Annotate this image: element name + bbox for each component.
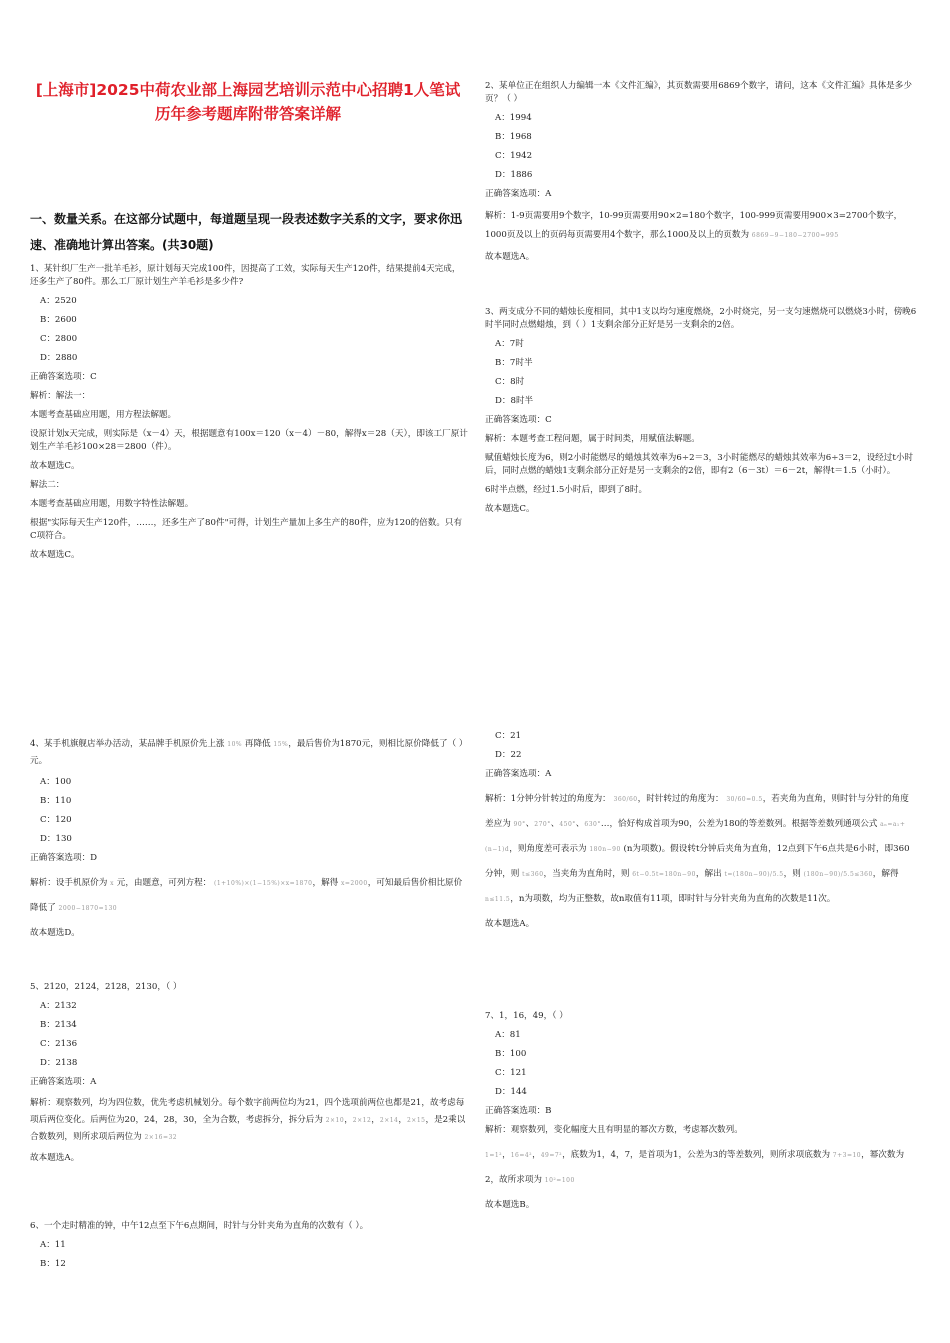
question-stem: 3、两支成分不同的蜡烛长度相同，其中1支以均匀速度燃烧，2小时烧完，另一支匀速燃烧可以燃烧3小时，傍晚6时半同时点燃蜡烛，到（ ）1支剩余部分正好是另一支剩余的2倍。 [485,307,917,330]
formula: 15% [273,741,289,748]
explanation-line: 本题考查基础应用题，用数字特性法解题。 [30,499,194,509]
option-b: B：2134 [40,1020,77,1030]
formula: 10% [227,741,243,748]
answer: 正确答案选项：D [30,853,98,863]
question-6-continued [485,730,917,931]
answer: 正确答案选项：A [30,1077,97,1087]
formula: x [110,880,114,887]
option-b: B：110 [40,796,72,806]
option-c: C：21 [495,731,522,741]
answer: 正确答案选项：C [485,415,552,425]
explanation-line: 故本题选B。 [485,1200,535,1210]
answer: 正确答案选项：A [485,769,552,779]
explanation-line: 解析：本题考查工程问题，属于时间类，用赋值法解题。 [485,434,700,444]
option-d: D：2138 [40,1058,78,1068]
option-d: D：130 [40,834,72,844]
formula: 2×12 [352,1117,372,1124]
explanation-line: 解法二： [30,480,65,490]
option-c: C：2800 [40,334,78,344]
explanation-line: 1=1²，16=4²，49=7²，底数为1，4，7，是首项为1，公差为3的等差数列，则所求项底数为 7+3=10，幂次数为2，故所求项为 10²=100 [485,1150,905,1185]
option-a: A：7时 [495,339,524,349]
formula: 450° [559,821,576,828]
explanation-line: 解析：观察数列，变化幅度大且有明显的幂次方数，考虑幂次数列。 [485,1125,743,1135]
explanation-line: 赋值蜡烛长度为6，则2小时能燃尽的蜡烛其效率为6÷2＝3，3小时能燃尽的蜡烛其效率为6÷3＝2，设经过t小时后，同时点燃的蜡烛1支剩余部分正好是另一支剩余的2倍，即有2（6－3t）＝6－2t，解得t＝1.5（小时）。 [485,453,914,476]
explanation-line: 故本题选A。 [485,919,535,929]
explanation-line: 故本题选C。 [30,461,80,471]
document-title: [上海市]2025中荷农业部上海园艺培训示范中心招聘1人笔试历年参考题库附带答案详解 [35,81,461,123]
option-a: A：100 [40,777,72,787]
formula: 30/60=0.5 [726,796,763,803]
question-1 [30,263,468,562]
formula: 10²=100 [544,1177,575,1184]
explanation-line: 故本题选C。 [30,550,80,560]
explanation-line: 解析：观察数列，均为四位数，优先考虑机械划分。每个数字前两位均为21，四个选项前两位也都是21，故考虑每项后两位变化。后两位为20，24，28，30，全为合数，考虑拆分，拆分后为 2×10，2×12，2×14，2×15，是2乘以合数数列，则所求项后两位为 2×16=32 [30,1098,466,1142]
formula: t≤360 [522,871,544,878]
formula: 360/60 [613,796,638,803]
formula: 6869−9−180−2700=995 [751,232,839,239]
option-c: C：120 [40,815,72,825]
option-d: D：8时半 [495,396,534,406]
question-stem: 7、1，16，49，（ ） [485,1011,568,1021]
option-a: A：81 [495,1030,521,1040]
formula: 2×14 [379,1117,399,1124]
explanation-line: 故本题选C。 [485,504,535,514]
option-b: B：7时半 [495,358,533,368]
option-b: B：2600 [40,315,77,325]
question-stem: 1、某针织厂生产一批羊毛衫，原计划每天完成100件，因提高了工效，实际每天生产120件，结果提前4天完成，还多生产了80件。那么工厂原计划生产羊毛衫是多少件? [30,264,461,287]
question-7 [485,1010,917,1212]
formula: 1=1² [485,1152,503,1159]
answer: 正确答案选项：B [485,1106,552,1116]
option-b: B：12 [40,1259,66,1269]
explanation-line: 解析：设手机原价为 x 元，由题意，可列方程： (1+10%)×(1−15%)×x=1870，解得 x=2000，可知最后售价相比原价降低了 2000−1870=130 [30,878,463,913]
option-a: A：2132 [40,1001,77,1011]
formula: 2000−1870=130 [58,905,118,912]
explanation-line: 故本题选D。 [30,928,80,938]
formula: 6t−0.5t=180n−90 [632,871,696,878]
question-stem: 4、某手机旗舰店举办活动，某品牌手机原价先上涨 10% 再降低 15%，最后售价为1870元，则相比原价降低了（ ）元。 [30,739,468,766]
explanation-line: 本题考查基础应用题，用方程法解题。 [30,410,177,420]
option-a: A：1994 [495,113,532,123]
formula: 2×10 [325,1117,345,1124]
explanation-line: 解析：1-9页需要用9个数字，10-99页需要用90×2=180个数字，100-999页需要用900×3=2700个数字，1000页及以上的页码每页需要用4个数字，那么1000及以上的页数为 6869−9−180−2700=995 [485,211,903,240]
explanation-line: 故本题选A。 [30,1153,80,1163]
formula: 630° [584,821,601,828]
explanation-line: 故本题选A。 [485,252,535,262]
formula: 16=4² [510,1152,533,1159]
option-b: B：100 [495,1049,527,1059]
question-stem: 2、某单位正在组织人力编辑一本《文件汇编》，其页数需要用6869个数字，请问，这本《文件汇编》具体是多少页？（ ） [485,81,912,104]
option-a: A：11 [40,1240,66,1250]
option-a: A：2520 [40,296,77,306]
option-d: D：22 [495,750,522,760]
formula: n≤11.5 [485,896,511,903]
formula: x=2000 [341,880,368,887]
explanation-line: 根据"实际每天生产120件，……，还多生产了80件"可得，计划生产量加上多生产的80件，应为120的倍数。只有C项符合。 [30,518,463,541]
explanation-line: 6时半点燃，经过1.5小时后，即到了8时。 [485,485,648,495]
formula: 49=7² [540,1152,563,1159]
question-6 [30,1220,468,1271]
formula: 180n−90 [589,846,621,853]
option-d: D：144 [495,1087,527,1097]
question-2 [485,80,917,264]
formula: t=(180n−90)/5.5 [724,871,784,878]
option-d: D：2880 [40,353,78,363]
answer: 正确答案选项：A [485,189,552,199]
question-5 [30,981,468,1165]
question-3 [485,306,917,516]
explanation-line: 设原计划x天完成，则实际是（x－4）天，根据题意有100x＝120（x－4）－80，解得x＝28（天），即该工厂原计划生产羊毛衫100×28＝2800（件）。 [30,429,468,452]
option-c: C：121 [495,1068,527,1078]
option-b: B：1968 [495,132,532,142]
question-stem: 5、2120，2124，2128，2130，（ ） [30,982,182,992]
formula: 270° [534,821,551,828]
formula: 7+3=10 [832,1152,862,1159]
option-c: C：1942 [495,151,533,161]
question-4 [30,736,468,940]
formula: 2×16=32 [144,1134,178,1141]
formula: 90° [513,821,526,828]
option-c: C：2136 [40,1039,78,1049]
option-d: D：1886 [495,170,533,180]
question-stem: 6、一个走时精准的钟，中午12点至下午6点期间，时针与分针夹角为直角的次数有（ ）。 [30,1221,369,1231]
formula: 2×15 [406,1117,426,1124]
answer: 正确答案选项：C [30,372,97,382]
explanation-line: 解析：1分钟分针转过的角度为： 360/60，时针转过的角度为： 30/60=0.5，若夹角为直角，则时针与分针的角度差应为 90°、270°、450°、630°…，恰好构成首项为90，公差为180的等差数列。根据等差数列通项公式 aₙ=a₁+(n−1)d，则角度差可表示为 180n−90 (n为项数)。假设转t分钟后夹角为直角，12点到下午6点共是6小时，即360分钟，则 t≤360，当夹角为直角时，则 6t−0.5t=180n−90，解出 t=(180n−90)/5.5，则 (180n−90)/5.5≤360，解得 n≤11.5，n为项数，均为正整数，故n取值有11项，即时针与分针夹角为直角的次数是11次。 [485,794,910,904]
formula: (180n−90)/5.5≤360 [803,871,873,878]
explanation-line: 解析：解法一： [30,391,91,401]
formula: (1+10%)×(1−15%)×x=1870 [214,880,313,887]
formula: aₙ=a₁+(n−1)d [485,821,906,853]
section-heading: 一、数量关系。在这部分试题中，每道题呈现一段表述数字关系的文字，要求你迅速、准确地计算出答案。(共30题) [30,212,463,252]
option-c: C：8时 [495,377,525,387]
